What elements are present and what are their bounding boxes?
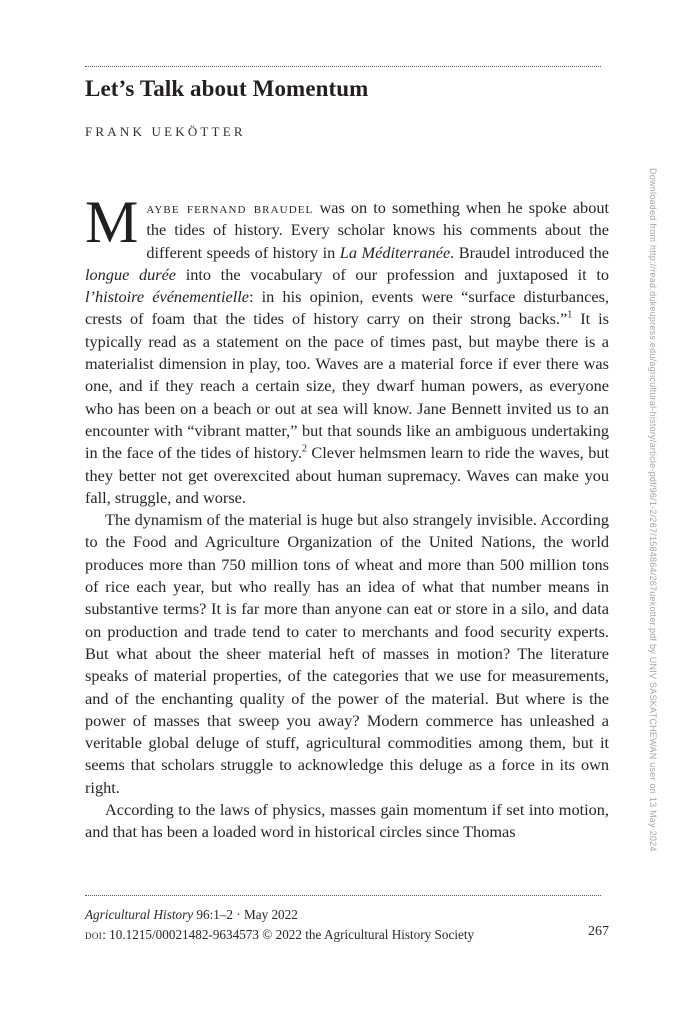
- text-segment: Clever helmsmen learn to ride the waves, but they better not get overexcited about human supremacy. Waves can make you fall, struggle, and worse.: [85, 443, 609, 507]
- footnote-reference: 2: [301, 443, 307, 455]
- text-segment: l’histoire événementielle: [85, 287, 249, 307]
- text-segment: It is typically read as a statement on the pace of times past, but maybe there is a materialist dimension in play, too. Waves are a material force if ever there was one, and if they reach a certain size, they dwarf human powers, as everyone who has been on a beach or out at sea will know. Jane Bennett invited us to an encounter with “vibrant matter,” but that sounds like an ambiguous undertaking in the face of the tides of history.: [85, 309, 609, 463]
- text-segment: doi: [85, 926, 103, 942]
- text-segment: . Braudel introduced the: [450, 242, 609, 262]
- page-number: 267: [588, 924, 609, 939]
- top-divider: [85, 66, 601, 67]
- footnote-reference: 1: [567, 310, 573, 322]
- paragraph: [85, 509, 609, 799]
- paragraph: [85, 197, 609, 509]
- text-segment: was on to something when he spoke about the tides of history. Every scholar knows his comments about the different speeds of history in: [146, 198, 609, 262]
- text-segment: La Méditerranée: [339, 242, 451, 262]
- article-body: [85, 197, 609, 844]
- download-watermark: Downloaded from http://read.dukeupress.edu/agricultural-history/article-pdf/96/1-2/267/1584864/267uekotter.pdf by UNIV SASKATCHEWAN user on 13 May 2024: [648, 168, 658, 852]
- text-segment: The dynamism of the material is huge but also strangely invisible. According to the Food and Agriculture Organization of the United Nations, the world produces more than 750 million tons of wheat and more than 500 million tons of rice each year, but who really has an idea of what that number means in substantive terms? It is far more than anyone can eat or store in a silo, and data on production and trade tend to cater to merchants and food security experts. But what about the sheer material heft of masses in motion? The literature speaks of material properties, of the categories that we use for measurements, and of the enchanting quality of the power of the material. But where is the power of masses that sweep you away? Modern commerce has unleashed a veritable global deluge of stuff, agricultural commodities among them, but it seems that scholars struggle to acknowledge this deluge as a force in its own right.: [85, 510, 609, 797]
- drop-cap: M: [85, 197, 139, 255]
- text-segment: : in his opinion, events were “surface disturbances, crests of foam that the tides of history carry on their strong backs.”: [85, 287, 609, 329]
- article-title: Let’s Talk about Momentum: [85, 76, 369, 101]
- footer-divider: [85, 895, 601, 896]
- journal-info: [85, 905, 609, 944]
- journal-citation-line: [85, 905, 609, 925]
- text-segment: Agricultural History: [85, 907, 194, 922]
- text-segment: 96:1–2 · May 2022: [193, 907, 298, 922]
- author-name: FRANK UEKÖTTER: [85, 124, 246, 139]
- text-segment: longue durée: [85, 264, 177, 284]
- paragraph: [85, 799, 609, 844]
- text-segment: into the vocabulary of our profession and juxtaposed it to: [176, 264, 609, 284]
- text-segment: According to the laws of physics, masses gain momentum if set into motion, and that has been a loaded word in historical circles since Thomas: [85, 800, 609, 842]
- doi-line: [85, 925, 609, 945]
- text-segment: : 10.1215/00021482-9634573 © 2022 the Agricultural History Society: [102, 926, 475, 942]
- text-segment: aybe fernand braudel: [146, 198, 314, 217]
